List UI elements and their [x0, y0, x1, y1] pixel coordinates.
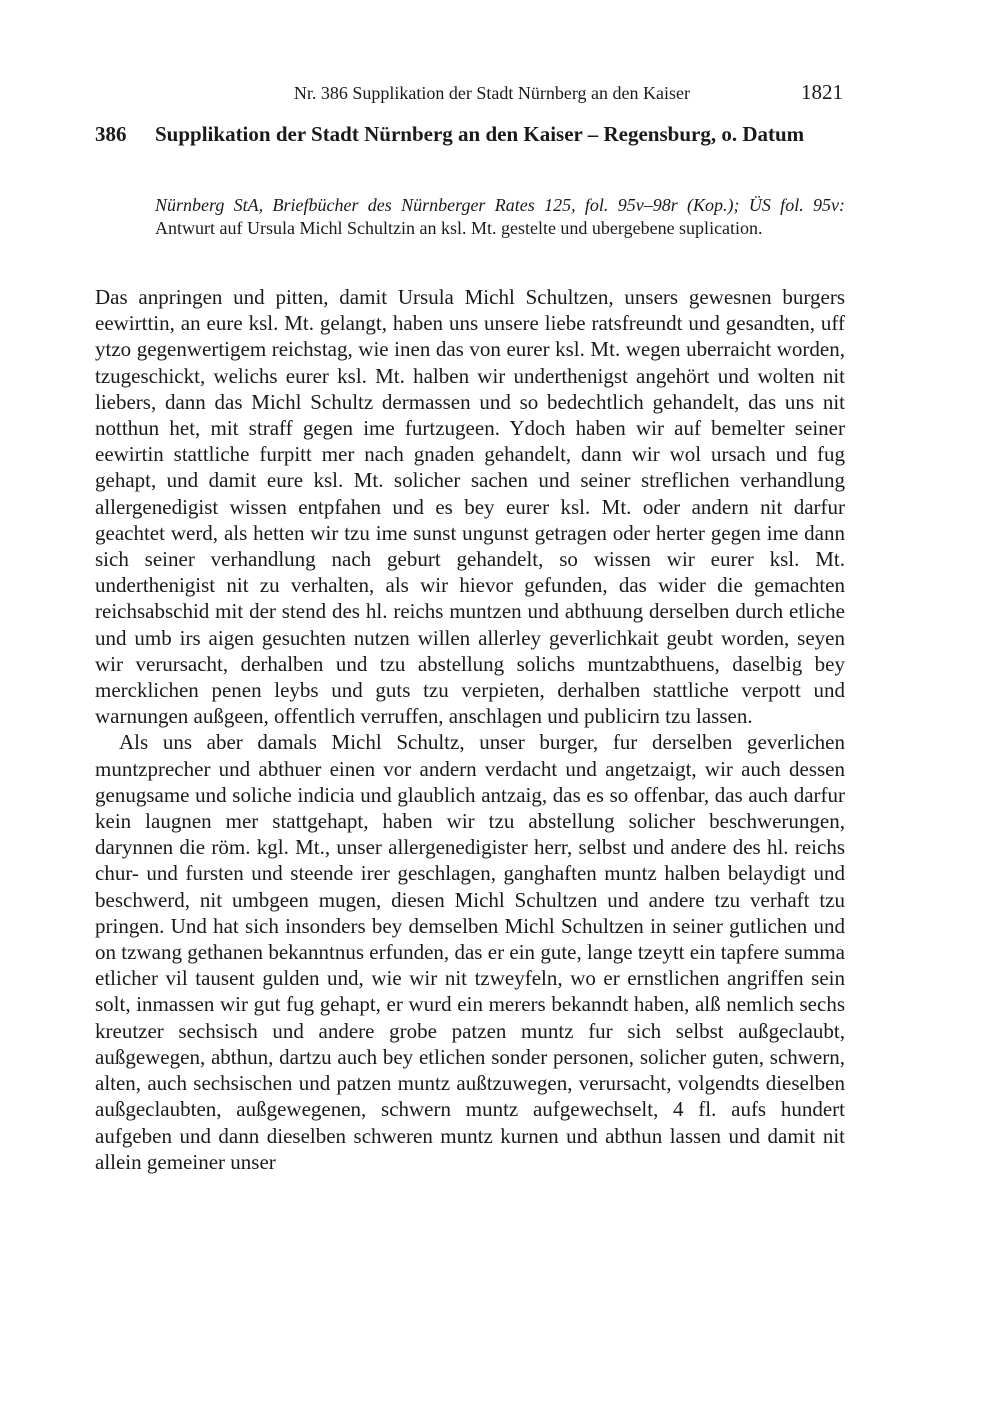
paragraph-2: Als uns aber damals Michl Schultz, unser burger, fur derselben geverlichen muntzprecher und abthuer einen vor andern verdacht und angetzaigt, wir auch dessen genugsame und soliche indicia und glaublich antzaig, das es so offenbar, das auch darfur kein laugnen mer stattgehapt, haben wir tzu abstellung solicher beschwerungen, darynnen die röm. kgl. Mt., unser allergenedigister herr, selbst und andere des hl. reichs chur- und fursten und steende irer geschlagen, ganghaften muntz halben belaydigt und beschwerd, nit umbgeen mugen, diesen Michl Schultzen und andere tzu verhaft tzu pringen. Und hat sich insonders bey demselben Michl Schultzen in seiner gutlichen und on tzwang gethanen bekanntnus erfunden, das er ein gute, lange tzeytt ein tapfere summa etlicher vil tausent gulden und, wie wir nit tzweyfeln, wo er ernstlichen angriffen sein solt, inmassen wir gut fug gehapt, er wurd ein merers bekanndt haben, alß nemlich sechs kreutzer sechsisch und andere grobe patzen muntz fur sich selbst außgeclaubt, außgewegen, abthun, dartzu auch bey etlichen sonder personen, solicher guten, schwern, alten, auch sechsischen und patzen muntz außtzuwegen, verursacht, volgendts dieselben außgeclaubten, außgewegenen, schwern muntz aufgewechselt, 4 fl. aufs hundert aufgeben und dann dieselben schweren muntz kurnen und abthun lassen und damit nit allein gemeiner unser — [95, 730, 845, 1174]
source-note — [155, 194, 845, 239]
page-number: 1821 — [801, 80, 843, 104]
running-head-title: Nr. 386 Supplikation der Stadt Nürnberg an den Kaiser — [293, 83, 690, 103]
body-text — [95, 284, 845, 1175]
source-citation: Nürnberg StA, Briefbücher des Nürnberger Rates 125, fol. 95v–98r (Kop.); ÜS fol. 95v: — [155, 195, 845, 215]
running-head — [95, 80, 845, 106]
document-number: 386 — [95, 122, 127, 146]
paragraph-1: Das anpringen und pitten, damit Ursula Michl Schultzen, unsers gewesnen burgers eewirttin, an eure ksl. Mt. gelangt, haben uns unsere liebe ratsfreundt und gesandten, uff ytzo gegenwertigem reichstag, wie inen das von eurer ksl. Mt. wegen uberraicht worden, tzugeschickt, welichs eurer ksl. Mt. halben wir underthenigst angehört und wolten nit liebers, dann das Michl Schultz dermassen und so bedechtlich gehandelt, das uns nit notthun het, mit straff gegen ime furtzugeen. Ydoch haben wir auf bemelter seiner eewirtin stattliche furpitt mer nach gnaden gehandelt, dann wir wol ursach und fug gehapt, und damit eure ksl. Mt. solicher sachen und seiner streflichen verhandlung allergenedigist wissen entpfahen und es bey eurer ksl. Mt. oder andern nit darfur geachtet werd, als hetten wir tzu ime sunst ungunst getragen oder herter gegen ime dann sich seiner verhandlung nach geburt gehandelt, so wissen wir eurer ksl. Mt. underthenigist nit zu verhalten, als wir hievor gefunden, das wider die gemachten reichsabschid mit der stend des hl. reichs muntzen und abthuung derselben durch etliche und umb irs aigen gesuchten nutzen willen allerley geverlichkait geubt worden, seyen wir verursacht, derhalben und tzu abstellung solichs muntzabthuens, daselbig bey mercklichen penen leybs und guts tzu verpieten, derhalben stattliche verpott und warnungen außgeen, offentlich verruffen, anschlagen und publicirn tzu lassen. — [95, 285, 845, 729]
source-description: Antwurt auf Ursula Michl Schultzin an ksl. Mt. gestelte und ubergebene suplication. — [155, 217, 763, 238]
document-title: Supplikation der Stadt Nürnberg an den Kaiser – Regensburg, o. Datum — [155, 122, 805, 146]
